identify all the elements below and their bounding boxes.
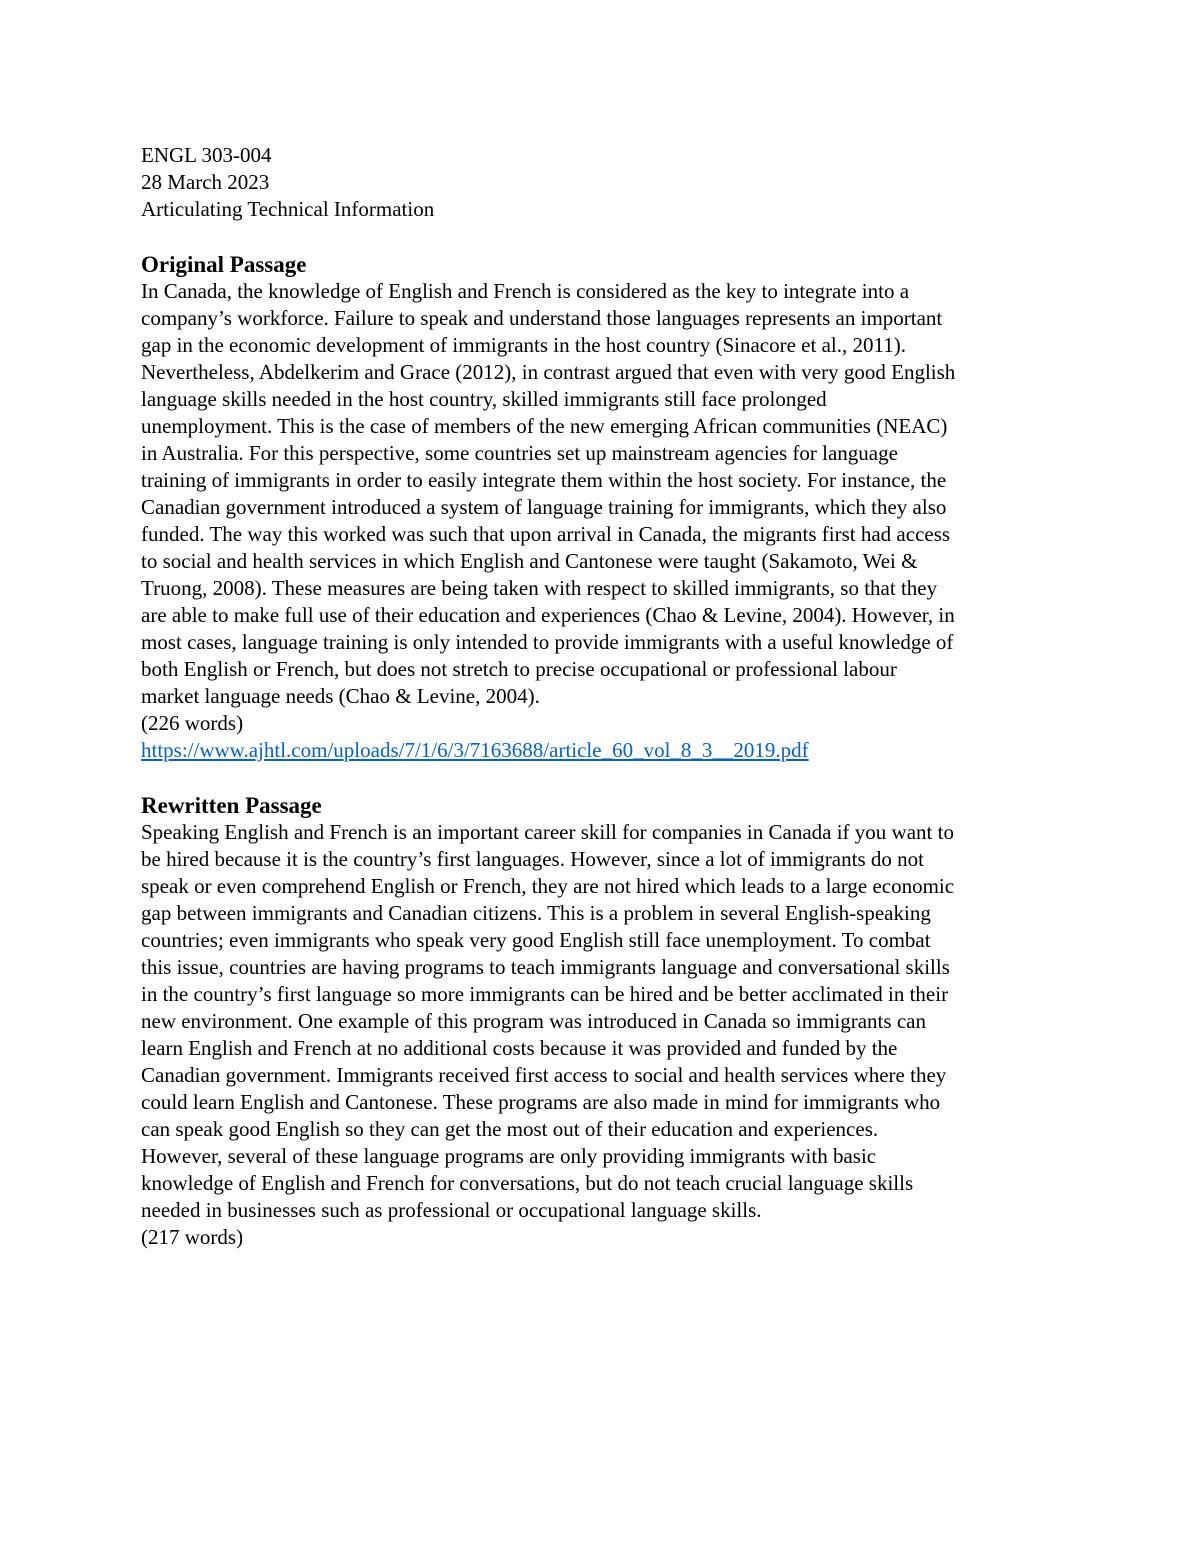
paragraph-line: gap in the economic development of immigrants in the host country (Sinacore et al., 2011). bbox=[141, 333, 906, 357]
paragraph-line: market language needs (Chao & Levine, 2004). bbox=[141, 684, 540, 708]
paragraph-line: knowledge of English and French for conversations, but do not teach crucial language skills bbox=[141, 1171, 914, 1195]
spacer bbox=[141, 223, 1059, 251]
spacer bbox=[141, 764, 1059, 792]
document-date: 28 March 2023 bbox=[141, 170, 270, 194]
paragraph-line: needed in businesses such as professional or occupational language skills. bbox=[141, 1198, 762, 1222]
paragraph-line: this issue, countries are having programs to teach immigrants language and conversational skills bbox=[141, 955, 950, 979]
course-code: ENGL 303-004 bbox=[141, 143, 272, 167]
paragraph-line: training of immigrants in order to easily integrate them within the host society. For instance, the bbox=[141, 468, 947, 492]
rewritten-passage-body bbox=[141, 819, 1059, 1224]
document-page bbox=[141, 142, 1059, 1251]
paragraph-line: company’s workforce. Failure to speak and understand those languages represents an important bbox=[141, 306, 943, 330]
original-passage-body bbox=[141, 278, 1059, 710]
paragraph-line: language skills needed in the host country, skilled immigrants still face prolonged bbox=[141, 387, 827, 411]
rewritten-passage-heading: Rewritten Passage bbox=[141, 793, 322, 818]
paragraph-line: Canadian government. Immigrants received first access to social and health services where they bbox=[141, 1063, 947, 1087]
paragraph-line: be hired because it is the country’s first languages. However, since a lot of immigrants do not bbox=[141, 847, 924, 871]
paragraph-line: to social and health services in which English and Cantonese were taught (Sakamoto, Wei & bbox=[141, 549, 918, 573]
paragraph-line: In Canada, the knowledge of English and French is considered as the key to integrate into a bbox=[141, 279, 910, 303]
paragraph-line: can speak good English so they can get the most out of their education and experiences. bbox=[141, 1117, 879, 1141]
paragraph-line: are able to make full use of their education and experiences (Chao & Levine, 2004). However, in bbox=[141, 603, 955, 627]
paragraph-line: However, several of these language programs are only providing immigrants with basic bbox=[141, 1144, 877, 1168]
source-link[interactable]: https://www.ajhtl.com/uploads/7/1/6/3/7163688/article_60_vol_8_3__2019.pdf bbox=[141, 738, 809, 762]
paragraph-line: funded. The way this worked was such that upon arrival in Canada, the migrants first had access bbox=[141, 522, 951, 546]
paragraph-line: in the country’s first language so more immigrants can be hired and be better acclimated in their bbox=[141, 982, 949, 1006]
paragraph-line: in Australia. For this perspective, some countries set up mainstream agencies for language bbox=[141, 441, 898, 465]
paragraph-line: speak or even comprehend English or French, they are not hired which leads to a large economic bbox=[141, 874, 955, 898]
paragraph-line: gap between immigrants and Canadian citizens. This is a problem in several English-speaking bbox=[141, 901, 931, 925]
paragraph-line: new environment. One example of this program was introduced in Canada so immigrants can bbox=[141, 1009, 926, 1033]
paragraph-line: Speaking English and French is an important career skill for companies in Canada if you want to bbox=[141, 820, 954, 844]
paragraph-line: countries; even immigrants who speak very good English still face unemployment. To combat bbox=[141, 928, 931, 952]
original-passage-heading: Original Passage bbox=[141, 252, 307, 277]
original-passage-section bbox=[141, 251, 1059, 764]
rewritten-word-count: (217 words) bbox=[141, 1225, 244, 1249]
paragraph-line: Truong, 2008). These measures are being taken with respect to skilled immigrants, so that they bbox=[141, 576, 938, 600]
rewritten-passage-section bbox=[141, 792, 1059, 1251]
paragraph-line: could learn English and Cantonese. These programs are also made in mind for immigrants who bbox=[141, 1090, 941, 1114]
assignment-title: Articulating Technical Information bbox=[141, 197, 435, 221]
paragraph-line: both English or French, but does not stretch to precise occupational or professional labour bbox=[141, 657, 897, 681]
paragraph-line: Canadian government introduced a system of language training for immigrants, which they also bbox=[141, 495, 947, 519]
paragraph-line: Nevertheless, Abdelkerim and Grace (2012), in contrast argued that even with very good English bbox=[141, 360, 956, 384]
paragraph-line: learn English and French at no additional costs because it was provided and funded by the bbox=[141, 1036, 898, 1060]
paragraph-line: unemployment. This is the case of members of the new emerging African communities (NEAC) bbox=[141, 414, 948, 438]
paragraph-line: most cases, language training is only intended to provide immigrants with a useful knowledge of bbox=[141, 630, 954, 654]
original-word-count: (226 words) bbox=[141, 711, 244, 735]
